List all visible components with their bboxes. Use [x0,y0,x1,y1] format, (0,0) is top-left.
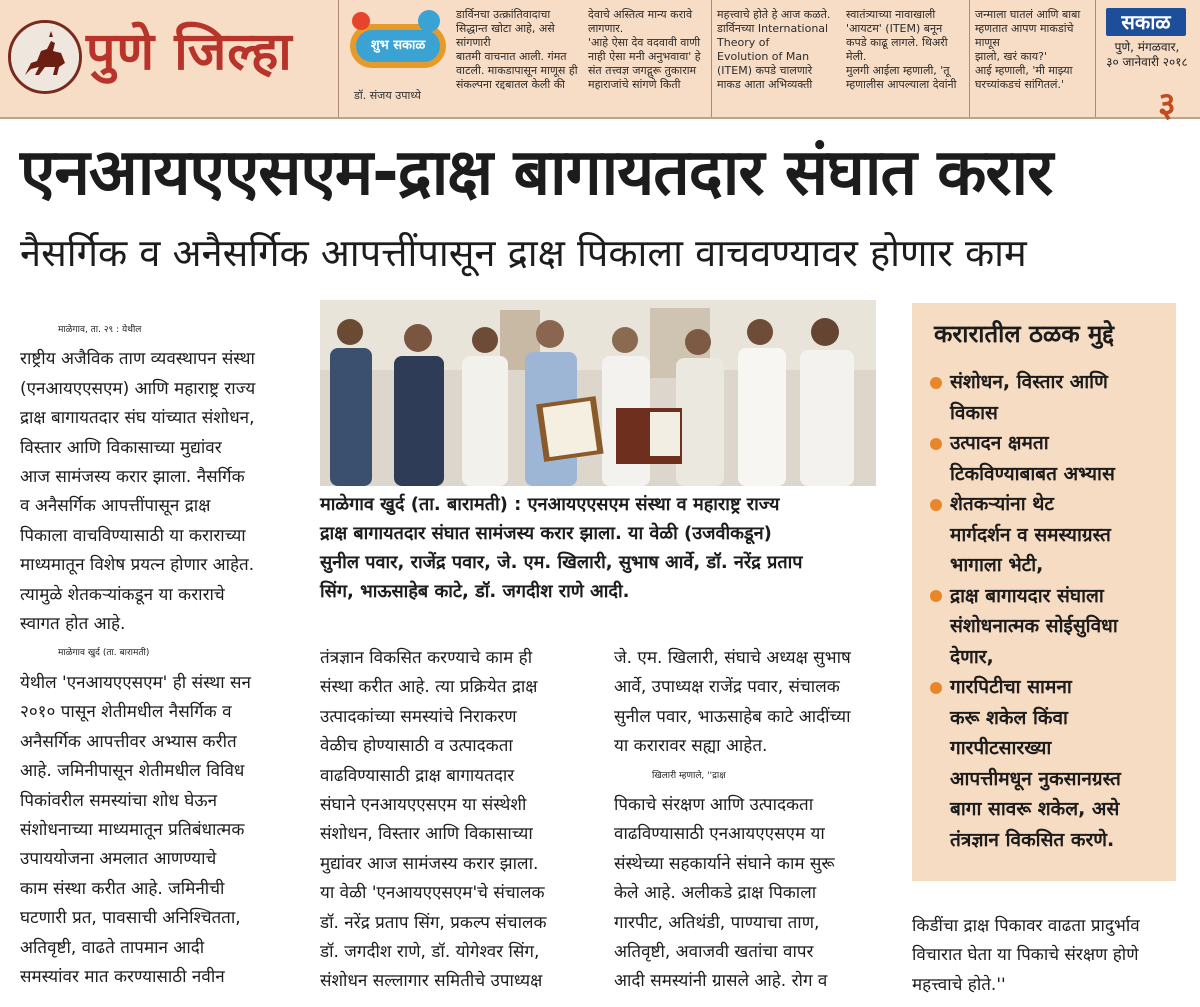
text-line: आदी समस्यांनी ग्रासले आहे. रोग व [614,971,828,992]
text-line: २०१० पासून शेतीमधील नैसर्गिक व [20,702,232,723]
highlight-text: भागाला भेटी, [950,554,1044,576]
text-line: सिंग, भाऊसाहेब काटे, डॉ. जगदीश राणे आदी. [320,581,630,602]
bullet-icon [930,499,942,511]
highlight-text: शेतकऱ्यांना थेट [950,493,1054,515]
text-line: राष्ट्रीय अजैविक ताण व्यवस्थापन संस्था [20,349,255,370]
text-line: अतिवृष्टी, वाढते तापमान आदी [20,937,205,958]
teaser-column-1: डार्विनचा उत्क्रांतिवादाचा सिद्धान्त खोटा आहे, असे सांगणारी बातमी वाचनात आली. गंमत वाटली. माकडापासून माणूस ही संकल्पना रद्दबातल केली की [456,8,578,91]
text-line: त्यामुळे शेतकऱ्यांकडून या कराराचे [20,584,225,605]
text-line: आर्वे, उपाध्यक्ष राजेंद्र पवार, संचालक [614,677,840,698]
highlights-list [930,367,1170,855]
text-line: डॉ. जगदीश राणे, डॉ. योगेश्वर सिंग, [320,942,540,963]
text-line: माध्यमातून विशेष प्रयत्न होणार आहेत. [20,555,255,576]
text-line: मुद्यांवर आज सामंजस्य करार झाला. [320,853,539,874]
highlights-box [912,303,1176,881]
teaser-column-5: जन्माला घातलं आणि बाबा म्हणतात आपण माकडांचे माणूस झालो, खरं काय?' आई म्हणाली, 'मी माझ्या घरच्यांकडचं सांगितलं.' [975,8,1081,91]
article-column-3 [614,644,886,997]
horse-rider-logo-icon [8,20,82,94]
highlight-point [930,489,1170,581]
text-line: पिकाला वाचविण्यासाठी या कराराच्या [20,525,246,546]
text-line: (एनआयएएसएम) आणि महाराष्ट्र राज्य [20,378,256,399]
highlight-point [930,581,1170,673]
article-subheadline: नैसर्गिक व अनैसर्गिक आपत्तींपासून द्राक्ष पिकाला वाचवण्यावर होणार काम [20,231,1027,275]
article-headline: एनआयएएसएम-द्राक्ष बागायतदार संघात करार [20,136,1053,210]
text-line: द्राक्ष बागायतदार संघात सामंजस्य करार झाला. या वेळी (उजवीकडून) [320,523,772,544]
text-line: महत्त्वाचे होते.'' [912,974,1006,995]
text-line: तंत्रज्ञान विकसित करण्याचे काम ही [320,648,533,668]
highlight-text: द्राक्ष बागायदार संघाला [950,584,1104,607]
teaser-column-2: देवाचे अस्तित्व मान्य करावे लागणार. 'आहे ऐसा देव वदवावी वाणी नाही ऐसा मनी अनुभवावा' हे संत तत्त्वज्ञ जगद्गुरू तुकाराम महाराजांचे सांगणे किती [588,8,701,91]
photo-caption [320,490,886,606]
text-line: डॉ. नरेंद्र प्रताप सिंग, प्रकल्प संचालक [320,912,547,933]
text-line: पिकाचे संरक्षण आणि उत्पादकता [614,795,814,816]
shubh-sakal-badge [346,8,450,108]
cloud-icon [418,10,440,32]
highlight-text: गारपीटसारख्या [950,737,1052,759]
divider [338,0,339,117]
highlight-text: देणार, [950,645,994,668]
column-name: शुभ सकाळ [356,30,440,62]
text-line: स्वागत होत आहे. [20,614,126,635]
highlight-text: संशोधन, विस्तार आणि [950,371,1108,393]
text-line: अतिवृष्टी, अवाजवी खतांचा वापर [614,942,814,963]
text-line: माळेगाव, ता. २९ : येथील [58,325,142,335]
signing-ceremony-photo [320,300,876,486]
text-line: संशोधनाच्या माध्यमातून प्रतिबंधात्मक [20,819,245,840]
text-line: पिकांवरील समस्यांचा शोध घेऊन [20,790,218,811]
paper-logo: सकाळ [1106,8,1186,36]
teaser-column-4: स्वातंत्र्याच्या नावाखाली 'आयटम' (ITEM) बनून कपडे काढू लागले. थिअरी मेली. मुलगी आईला म्हणाली, 'तू म्हणालीस आपल्याला देवांनी [846,8,957,91]
text-line: व अनैसर्गिक आपत्तींपासून द्राक्ष [20,496,211,517]
text-line: आहे. जमिनीपासून शेतीमधील विविध [20,761,245,782]
text-line: विस्तार आणि विकासाच्या मुद्यांवर [20,437,222,458]
highlight-text: गारपिटीचा सामना [950,676,1072,698]
text-line: द्राक्ष बागायतदार संघ यांच्यात संशोधन, [20,408,255,429]
text-line: संघाने एनआयएएसएम या संस्थेशी [320,795,527,816]
highlights-title: करारातील ठळक मुद्दे [934,320,1114,348]
highlight-text: आपत्तीमधून नुकसानग्रस्त [950,767,1121,790]
text-line: माळेगाव खुर्द (ता. बारामती) : एनआयएएसएम संस्था व महाराष्ट्र राज्य [320,494,780,515]
text-line: संस्था करीत आहे. त्या प्रक्रियेत द्राक्ष [320,677,538,698]
paper-info [1100,8,1194,125]
article-column-1 [20,316,296,992]
text-line: या करारावर सह्या आहेत. [614,736,768,757]
bullet-icon [930,590,942,602]
text-line: संस्थेच्या सहकार्याने संघाने काम सुरू [614,853,835,874]
bullet-icon [930,682,942,694]
text-line: येथील 'एनआयएएसएम' ही संस्था सन [20,672,251,693]
text-line: काम संस्था करीत आहे. जमिनीची [20,878,225,899]
text-line: संशोधन सल्लागार समितीचे उपाध्यक्ष [320,971,543,992]
text-line: किडींचा द्राक्ष पिकावर वाढता प्रादुर्भाव [912,916,1140,936]
district-title: पुणे जिल्हा [86,22,293,82]
bullet-icon [930,377,942,389]
highlight-text: उत्पादन क्षमता [950,432,1049,454]
text-line: सुनील पवार, भाऊसाहेब काटे आदींच्या [614,706,851,727]
text-line: उपाययोजना अमलात आणण्याचे [20,849,217,870]
text-line: संशोधन, विस्तार आणि विकासाच्या [320,824,533,845]
masthead [0,0,1200,125]
column-author: डॉ. संजय उपाध्ये [354,89,421,102]
text-line: समस्यांवर मात करण्यासाठी नवीन [20,966,225,987]
text-line: अनैसर्गिक आपत्तीवर अभ्यास करीत [20,731,237,752]
article-column-2 [320,644,592,997]
highlight-point [930,672,1170,855]
text-line: घटणारी प्रत, पावसाची अनिश्चितता, [20,908,241,929]
highlight-text: तंत्रज्ञान विकसित करणे. [950,828,1115,851]
text-line: उत्पादकांच्या समस्यांचे निराकरण [320,706,517,727]
text-line: विचारात घेता या पिकाचे संरक्षण होणे [912,945,1139,966]
highlight-point [930,428,1170,489]
teaser-column-3: महत्त्वाचे होते हे आज कळते. डार्विनच्या International Theory of Evolution of Man (ITEM) कपडे चालणारे माकड आता अभिव्यक्ती [717,8,831,91]
highlight-text: बागा सावरू शकेल, असे [950,798,1120,820]
text-line: वाढविण्यासाठी एनआयएएसएम या [614,824,825,845]
page-number: ३ [1158,85,1176,125]
text-line: केले आहे. अलीकडे द्राक्ष पिकाला [614,883,817,904]
sun-icon [352,12,370,30]
text-line: आज सामंजस्य करार झाला. नैसर्गिक [20,467,245,488]
highlight-text: टिकविण्याबाबत अभ्यास [950,462,1115,485]
text-line: खिलारी म्हणाले, ''द्राक्ष [652,770,726,781]
text-line: सुनील पवार, राजेंद्र पवार, जे. एम. खिलारी, सुभाष आर्वे, डॉ. नरेंद्र प्रताप [320,552,803,573]
bullet-icon [930,438,942,450]
highlight-point [930,367,1170,428]
highlight-text: मार्गदर्शन व समस्याग्रस्त [950,523,1111,546]
highlight-text: करू शकेल किंवा [950,706,1068,729]
text-line: वाढविण्यासाठी द्राक्ष बागायतदार [320,765,515,786]
highlight-text: विकास [950,401,998,424]
article-column-4 [912,912,1182,1000]
text-line: माळेगाव खुर्द (ता. बारामती) [58,648,150,659]
text-line: वेळीच होण्यासाठी व उत्पादकता [320,736,513,757]
text-line: गारपीट, अतिथंडी, पाण्याचा ताण, [614,912,820,933]
text-line: जे. एम. खिलारी, संघाचे अध्यक्ष सुभाष [614,648,851,668]
highlight-text: संशोधनात्मक सोईसुविधा [950,615,1118,637]
text-line: या वेळी 'एनआयएएसएम'चे संचालक [320,883,545,904]
issue-date: पुणे, मंगळवार, ३० जानेवारी २०१८ [1106,40,1188,69]
